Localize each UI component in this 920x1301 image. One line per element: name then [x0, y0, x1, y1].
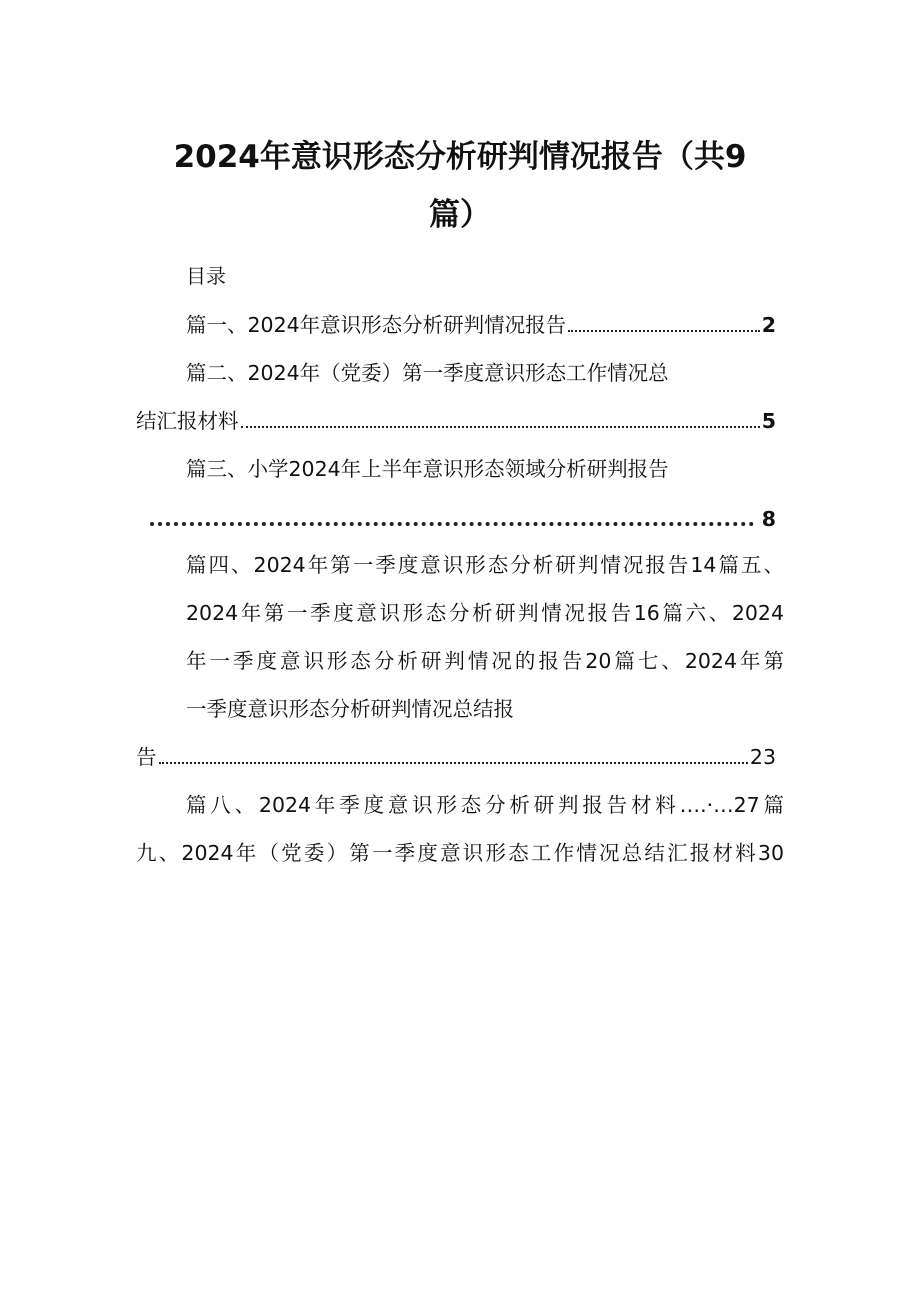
toc-entry-4-line-3[interactable]: 年一季度意识形态分析研判情况的报告20篇七、2024年第 — [186, 649, 784, 673]
toc-entry-9-line[interactable]: 九、2024年（党委）第一季度意识形态工作情况总结汇报材料30 — [136, 841, 784, 865]
toc-leader-dots — [159, 762, 748, 764]
toc-entry-3-page: 8 — [761, 507, 776, 531]
toc-entry-2-text: 结汇报材料 — [136, 409, 239, 433]
toc-entry-1[interactable] — [186, 310, 776, 340]
toc-entry-4-line-1[interactable]: 篇四、2024年第一季度意识形态分析研判情况报告14篇五、 — [186, 553, 784, 577]
toc-entry-2-page: 5 — [761, 409, 776, 433]
title-line-1: 2024年意识形态分析研判情况报告（共9 — [173, 139, 747, 175]
title-line-2: 篇） — [429, 197, 491, 233]
toc-entry-4-line-4[interactable]: 一季度意识形态分析研判情况总结报 — [186, 697, 514, 721]
toc-entry-2-line-1[interactable]: 篇二、2024年（党委）第一季度意识形态工作情况总 — [186, 361, 669, 385]
toc-entry-1-page: 2 — [761, 313, 776, 337]
toc-entry-3-line-1[interactable]: 篇三、小学2024年上半年意识形态领域分析研判报告 — [186, 457, 669, 481]
toc-entry-2-line-2[interactable] — [136, 406, 776, 436]
document-title — [100, 128, 820, 244]
toc-entry-4-page: 23 — [749, 745, 776, 769]
toc-heading: 目录 — [186, 264, 226, 288]
toc-entry-1-text: 篇一、2024年意识形态分析研判情况报告 — [186, 313, 567, 337]
toc-leader-dots — [241, 426, 760, 428]
toc-entry-4-line-2[interactable]: 2024年第一季度意识形态分析研判情况报告16篇六、2024 — [186, 601, 784, 625]
toc-entry-4-line-5[interactable] — [136, 742, 776, 772]
toc-entry-4-tail: 告 — [136, 745, 157, 769]
toc-entry-3-line-2[interactable] — [146, 504, 776, 534]
toc-leader-dots — [568, 330, 760, 332]
toc-leader-dots — [150, 522, 754, 526]
toc-entry-8-line-1[interactable]: 篇八、2024年季度意识形态分析研判报告材料….·…27篇 — [186, 793, 784, 817]
